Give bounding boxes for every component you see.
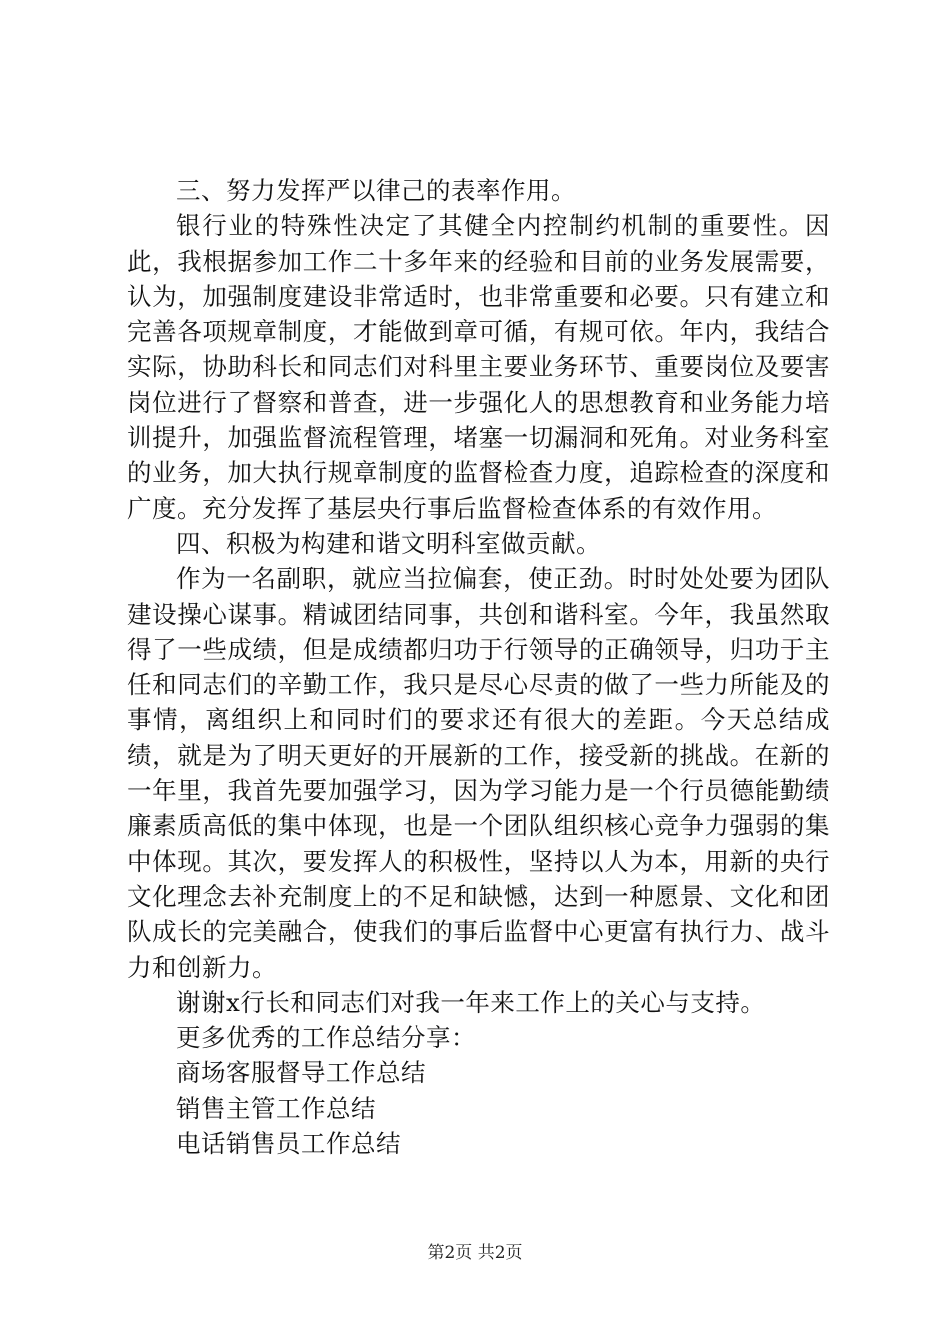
thanks-line: 谢谢x行长和同志们对我一年来工作上的关心与支持。	[176, 987, 766, 1017]
related-link[interactable]: 销售主管工作总结	[176, 1093, 376, 1123]
page-number: 第2页 共2页	[427, 1243, 523, 1263]
related-link[interactable]: 电话销售员工作总结	[176, 1129, 401, 1159]
more-summaries-heading: 更多优秀的工作总结分享：	[176, 1023, 476, 1053]
related-link[interactable]: 商场客服督导工作总结	[176, 1058, 426, 1088]
section-heading-3: 三、努力发挥严以律己的表率作用。	[176, 176, 576, 205]
section-heading-4: 四、积极为构建和谐文明科室做贡献。	[176, 528, 601, 558]
page-footer	[0, 1242, 950, 1264]
body-paragraph: 作为一名副职，就应当拉偏套，使正劲。时时处处要为团队建设操心谋事。精诚团结同事，共创和谐科室。今年，我虽然取得了一些成绩，但是成绩都归功于行领导的正确领导，归功于主任和同志们的辛勤工作，我只是尽心尽责的做了一些力所能及的事情，离组织上和同时们的要求还有很大的差距。今天总结成绩，就是为了明天更好的开展新的工作，接受新的挑战。在新的一年里，我首先要加强学习，因为学习能力是一个行员德能勤绩廉素质高低的集中体现，也是一个团队组织核心竞争力强弱的集中体现。其次，要发挥人的积极性，坚持以人为本，用新的央行文化理念去补充制度上的不足和缺憾，达到一种愿景、文化和团队成长的完美融合，使我们的事后监督中心更富有执行力、战斗力和创新力。	[127, 564, 830, 982]
document-body	[127, 173, 830, 1161]
body-paragraph: 银行业的特殊性决定了其健全内控制约机制的重要性。因此，我根据参加工作二十多年来的经验和目前的业务发展需要，认为，加强制度建设非常适时，也非常重要和必要。只有建立和完善各项规章制度，才能做到章可循，有规可依。年内，我结合实际，协助科长和同志们对科里主要业务环节、重要岗位及要害岗位进行了督察和普查，进一步强化人的思想教育和业务能力培训提升，加强监督流程管理，堵塞一切漏洞和死角。对业务科室的业务，加大执行规章制度的监督检查力度，追踪检查的深度和广度。充分发挥了基层央行事后监督检查体系的有效作用。	[127, 211, 830, 523]
